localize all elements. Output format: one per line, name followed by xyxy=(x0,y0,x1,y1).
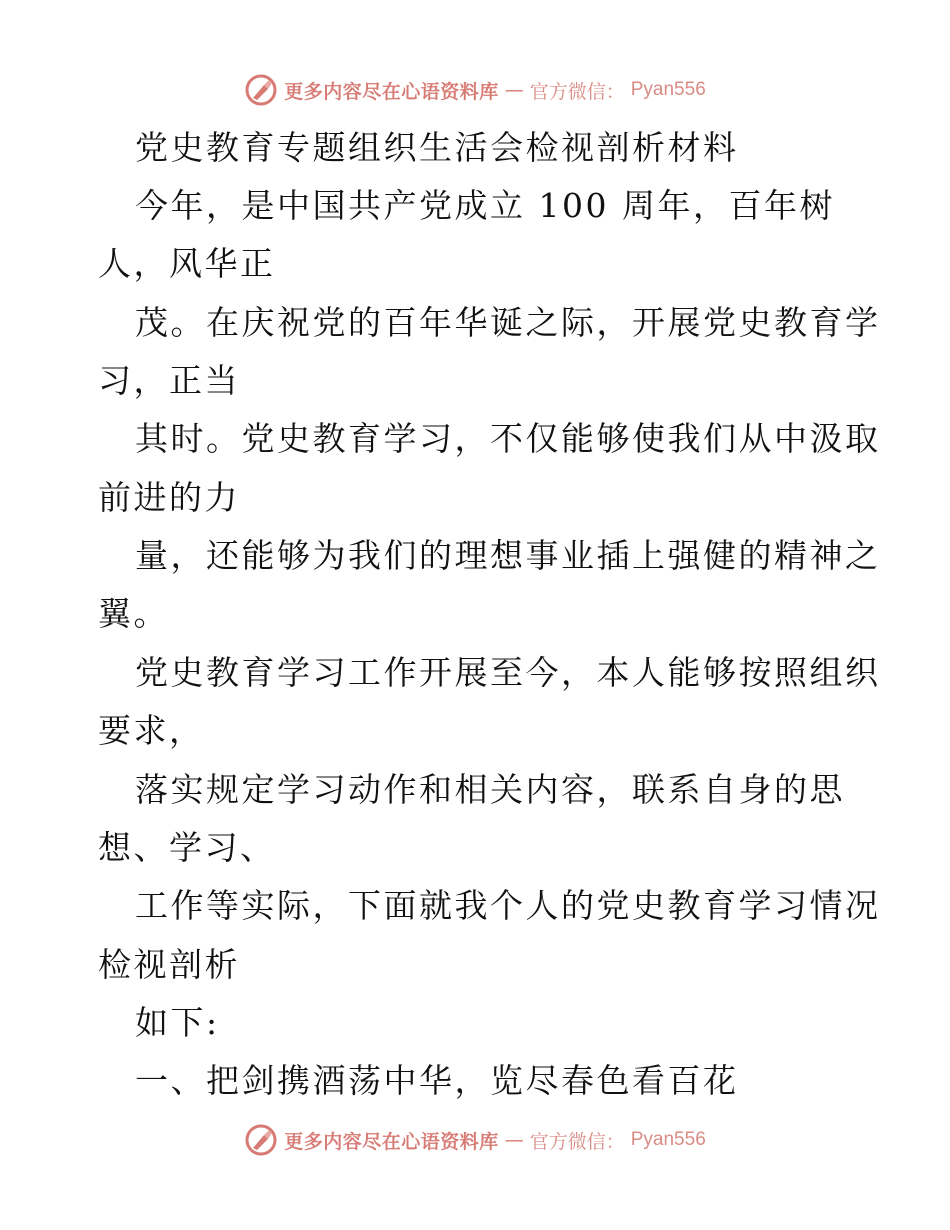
footer-watermark xyxy=(0,1120,950,1160)
pen-nib-logo-icon xyxy=(244,1123,278,1157)
paragraph-line: 要求， xyxy=(98,711,205,750)
watermark-label: 官方微信： xyxy=(529,1130,625,1153)
pen-nib-logo-icon xyxy=(244,73,278,107)
section-heading: 一、把剑携酒荡中华，览尽春色看百花 xyxy=(135,1061,739,1100)
paragraph-line: 量，还能够为我们的理想事业插上强健的精神之 xyxy=(135,536,881,575)
paragraph-line: 茂。在庆祝党的百年华诞之际，开展党史教育学 xyxy=(135,303,881,342)
paragraph-line: 前进的力 xyxy=(98,478,240,517)
paragraph-line: 习，正当 xyxy=(98,361,240,400)
watermark-label: 官方微信： xyxy=(529,80,625,103)
watermark-title: 更多内容尽在心语资料库 xyxy=(284,80,499,103)
watermark-separator: — xyxy=(504,79,524,101)
paragraph-line: 落实规定学习动作和相关内容，联系自身的思 xyxy=(135,770,845,809)
document-title: 党史教育专题组织生活会检视剖析材料 xyxy=(135,128,739,167)
watermark-wechat-id: Pyan556 xyxy=(630,79,706,100)
paragraph-line: 今年，是中国共产党成立 100 周年，百年树 xyxy=(135,186,835,225)
watermark-separator: — xyxy=(504,1129,524,1151)
paragraph-line: 工作等实际，下面就我个人的党史教育学习情况 xyxy=(135,886,881,925)
paragraph-line: 党史教育学习工作开展至今，本人能够按照组织 xyxy=(135,653,881,692)
paragraph-line: 如下: xyxy=(135,1003,220,1042)
paragraph-line: 人，风华正 xyxy=(98,244,276,283)
paragraph-line: 翼。 xyxy=(98,594,169,633)
paragraph-line: 检视剖析 xyxy=(98,945,240,984)
paragraph-line: 其时。党史教育学习，不仅能够使我们从中汲取 xyxy=(135,419,881,458)
watermark-title: 更多内容尽在心语资料库 xyxy=(284,1130,499,1153)
header-watermark xyxy=(0,70,950,110)
watermark-wechat-id: Pyan556 xyxy=(630,1129,706,1150)
paragraph-line: 想、学习、 xyxy=(98,828,276,867)
